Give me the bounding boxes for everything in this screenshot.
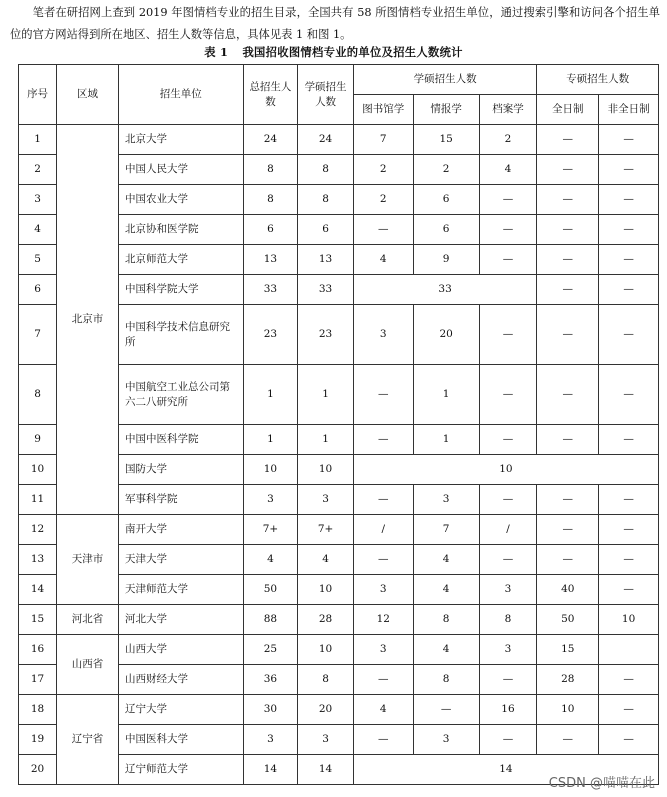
cell-index: 16 — [19, 635, 57, 665]
cell-index: 13 — [19, 545, 57, 575]
cell-library: / — [353, 515, 413, 545]
cell-index: 7 — [19, 305, 57, 365]
header-parttime: 非全日制 — [599, 95, 659, 125]
cell-parttime: — — [599, 725, 659, 755]
header-fulltime: 全日制 — [537, 95, 599, 125]
header-index: 序号 — [19, 65, 57, 125]
cell-merged-all: 10 — [353, 455, 658, 485]
cell-fulltime: — — [537, 275, 599, 305]
cell-archives: — — [479, 245, 537, 275]
cell-total: 13 — [243, 245, 298, 275]
cell-parttime: — — [599, 695, 659, 725]
cell-fulltime: — — [537, 305, 599, 365]
cell-fulltime: — — [537, 545, 599, 575]
cell-academic: 14 — [298, 755, 354, 785]
cell-total: 1 — [243, 365, 298, 425]
cell-total: 7+ — [243, 515, 298, 545]
cell-unit: 南开大学 — [118, 515, 243, 545]
cell-parttime: — — [599, 185, 659, 215]
cell-library: — — [353, 485, 413, 515]
cell-information: 1 — [413, 365, 479, 425]
header-region: 区域 — [57, 65, 119, 125]
cell-academic-merged: 33 — [353, 275, 536, 305]
cell-library: 2 — [353, 155, 413, 185]
header-unit: 招生单位 — [118, 65, 243, 125]
cell-fulltime: — — [537, 485, 599, 515]
cell-total: 8 — [243, 185, 298, 215]
cell-information: 3 — [413, 485, 479, 515]
cell-unit: 中国人民大学 — [118, 155, 243, 185]
cell-parttime: — — [599, 245, 659, 275]
cell-academic: 33 — [298, 275, 354, 305]
cell-fulltime: 28 — [537, 665, 599, 695]
cell-unit: 辽宁师范大学 — [118, 755, 243, 785]
cell-library: 2 — [353, 185, 413, 215]
cell-information: 4 — [413, 545, 479, 575]
cell-total: 88 — [243, 605, 298, 635]
cell-unit: 天津大学 — [118, 545, 243, 575]
cell-fulltime: 50 — [537, 605, 599, 635]
cell-library: — — [353, 545, 413, 575]
cell-information: 3 — [413, 725, 479, 755]
cell-index: 20 — [19, 755, 57, 785]
cell-library: 4 — [353, 695, 413, 725]
cell-total: 33 — [243, 275, 298, 305]
cell-fulltime: — — [537, 155, 599, 185]
cell-region: 山西省 — [57, 635, 119, 695]
header-archives: 档案学 — [479, 95, 537, 125]
table-row — [19, 125, 659, 155]
cell-total: 3 — [243, 725, 298, 755]
cell-unit: 北京师范大学 — [118, 245, 243, 275]
cell-academic: 1 — [298, 425, 354, 455]
cell-library: 3 — [353, 575, 413, 605]
cell-archives: — — [479, 485, 537, 515]
table-row — [19, 695, 659, 725]
cell-information: 6 — [413, 215, 479, 245]
cell-unit: 中国航空工业总公司第六二八研究所 — [118, 365, 243, 425]
cell-library: 4 — [353, 245, 413, 275]
cell-fulltime: 10 — [537, 695, 599, 725]
cell-academic: 8 — [298, 155, 354, 185]
cell-unit: 军事科学院 — [118, 485, 243, 515]
cell-archives: 16 — [479, 695, 537, 725]
cell-academic: 24 — [298, 125, 354, 155]
cell-total: 23 — [243, 305, 298, 365]
cell-academic: 13 — [298, 245, 354, 275]
cell-parttime: — — [599, 305, 659, 365]
cell-index: 10 — [19, 455, 57, 485]
cell-unit: 中国科学院大学 — [118, 275, 243, 305]
cell-fulltime: — — [537, 185, 599, 215]
cell-parttime: 10 — [599, 605, 659, 635]
cell-index: 2 — [19, 155, 57, 185]
table-caption — [0, 44, 667, 60]
cell-archives: — — [479, 665, 537, 695]
cell-parttime: — — [599, 425, 659, 455]
cell-region: 北京市 — [57, 125, 119, 515]
cell-unit: 中国中医科学院 — [118, 425, 243, 455]
cell-library: — — [353, 365, 413, 425]
header-library: 图书馆学 — [353, 95, 413, 125]
cell-information: 1 — [413, 425, 479, 455]
header-professional-group: 专硕招生人数 — [537, 65, 659, 95]
cell-index: 17 — [19, 665, 57, 695]
cell-index: 8 — [19, 365, 57, 425]
cell-academic: 10 — [298, 575, 354, 605]
cell-index: 6 — [19, 275, 57, 305]
cell-fulltime: — — [537, 245, 599, 275]
cell-archives: 4 — [479, 155, 537, 185]
cell-fulltime: 15 — [537, 635, 599, 665]
cell-parttime: — — [599, 215, 659, 245]
cell-archives: — — [479, 425, 537, 455]
cell-information: 8 — [413, 665, 479, 695]
cell-unit: 中国科学技术信息研究所 — [118, 305, 243, 365]
cell-parttime: — — [599, 125, 659, 155]
cell-fulltime: — — [537, 515, 599, 545]
cell-information: — — [413, 695, 479, 725]
cell-parttime: — — [599, 575, 659, 605]
cell-academic: 28 — [298, 605, 354, 635]
cell-total: 8 — [243, 155, 298, 185]
cell-academic: 8 — [298, 665, 354, 695]
cell-academic: 1 — [298, 365, 354, 425]
header-total: 总招生人数 — [243, 65, 298, 125]
cell-academic: 7+ — [298, 515, 354, 545]
header-academic-group: 学硕招生人数 — [353, 65, 536, 95]
cell-archives: / — [479, 515, 537, 545]
cell-parttime: — — [599, 365, 659, 425]
cell-index: 9 — [19, 425, 57, 455]
cell-index: 14 — [19, 575, 57, 605]
cell-unit: 天津师范大学 — [118, 575, 243, 605]
cell-information: 15 — [413, 125, 479, 155]
cell-index: 5 — [19, 245, 57, 275]
cell-fulltime: — — [537, 425, 599, 455]
cell-library: — — [353, 425, 413, 455]
cell-index: 19 — [19, 725, 57, 755]
cell-index: 15 — [19, 605, 57, 635]
cell-unit: 北京大学 — [118, 125, 243, 155]
cell-parttime: — — [599, 155, 659, 185]
cell-parttime: — — [599, 515, 659, 545]
cell-unit: 北京协和医学院 — [118, 215, 243, 245]
cell-region: 天津市 — [57, 515, 119, 605]
cell-library: 3 — [353, 305, 413, 365]
header-information: 情报学 — [413, 95, 479, 125]
cell-total: 14 — [243, 755, 298, 785]
cell-unit: 中国农业大学 — [118, 185, 243, 215]
table-row — [19, 515, 659, 545]
cell-unit: 山西大学 — [118, 635, 243, 665]
cell-region: 辽宁省 — [57, 695, 119, 785]
cell-archives: 8 — [479, 605, 537, 635]
cell-unit: 辽宁大学 — [118, 695, 243, 725]
cell-total: 3 — [243, 485, 298, 515]
cell-archives: — — [479, 725, 537, 755]
cell-information: 2 — [413, 155, 479, 185]
intro-paragraph: 笔者在研招网上查到 2019 年图情档专业的招生目录，全国共有 58 所图情档专业招生单位，通过搜索引擎和访问各个招生单位的官方网站得到所在地区、招生人数等信息，具体见表 1 和图 1。 — [10, 6, 660, 41]
cell-total: 24 — [243, 125, 298, 155]
watermark: CSDN @喵喵在此 — [548, 776, 655, 791]
table-row — [19, 605, 659, 635]
cell-archives: — — [479, 545, 537, 575]
cell-academic: 3 — [298, 725, 354, 755]
cell-information: 9 — [413, 245, 479, 275]
cell-information: 4 — [413, 575, 479, 605]
cell-total: 25 — [243, 635, 298, 665]
cell-index: 12 — [19, 515, 57, 545]
cell-archives: — — [479, 185, 537, 215]
cell-parttime: — — [599, 485, 659, 515]
cell-index: 11 — [19, 485, 57, 515]
cell-region: 河北省 — [57, 605, 119, 635]
cell-fulltime: — — [537, 725, 599, 755]
cell-academic: 10 — [298, 635, 354, 665]
cell-archives: — — [479, 305, 537, 365]
cell-academic: 8 — [298, 185, 354, 215]
caption-title: 我国招收图情档专业的单位及招生人数统计 — [242, 45, 463, 59]
cell-index: 18 — [19, 695, 57, 725]
cell-library: — — [353, 665, 413, 695]
cell-total: 30 — [243, 695, 298, 725]
header-academic: 学硕招生人数 — [298, 65, 354, 125]
caption-label: 表 1 — [204, 45, 229, 59]
cell-fulltime: 40 — [537, 575, 599, 605]
cell-total: 4 — [243, 545, 298, 575]
cell-total: 10 — [243, 455, 298, 485]
cell-information: 8 — [413, 605, 479, 635]
cell-information: 20 — [413, 305, 479, 365]
cell-library: 3 — [353, 635, 413, 665]
cell-index: 4 — [19, 215, 57, 245]
cell-information: 6 — [413, 185, 479, 215]
cell-parttime: — — [599, 665, 659, 695]
cell-fulltime: — — [537, 365, 599, 425]
cell-unit: 河北大学 — [118, 605, 243, 635]
cell-library: — — [353, 725, 413, 755]
cell-information: 7 — [413, 515, 479, 545]
cell-library: 12 — [353, 605, 413, 635]
cell-library: 7 — [353, 125, 413, 155]
cell-parttime — [599, 635, 659, 665]
cell-total: 50 — [243, 575, 298, 605]
cell-total: 36 — [243, 665, 298, 695]
cell-archives: — — [479, 365, 537, 425]
cell-academic: 23 — [298, 305, 354, 365]
cell-index: 3 — [19, 185, 57, 215]
cell-merged-all: 14 — [353, 755, 658, 785]
cell-unit: 国防大学 — [118, 455, 243, 485]
cell-total: 6 — [243, 215, 298, 245]
cell-parttime: — — [599, 275, 659, 305]
cell-academic: 20 — [298, 695, 354, 725]
cell-unit: 中国医科大学 — [118, 725, 243, 755]
cell-parttime: — — [599, 545, 659, 575]
cell-archives: 3 — [479, 635, 537, 665]
table-row — [19, 635, 659, 665]
cell-library: — — [353, 215, 413, 245]
cell-academic: 3 — [298, 485, 354, 515]
cell-academic: 6 — [298, 215, 354, 245]
cell-unit: 山西财经大学 — [118, 665, 243, 695]
cell-total: 1 — [243, 425, 298, 455]
cell-academic: 4 — [298, 545, 354, 575]
cell-academic: 10 — [298, 455, 354, 485]
cell-archives: 3 — [479, 575, 537, 605]
cell-information: 4 — [413, 635, 479, 665]
cell-fulltime: — — [537, 125, 599, 155]
cell-archives: 2 — [479, 125, 537, 155]
cell-archives: — — [479, 215, 537, 245]
cell-index: 1 — [19, 125, 57, 155]
cell-fulltime: — — [537, 215, 599, 245]
enrollment-table — [18, 64, 659, 785]
